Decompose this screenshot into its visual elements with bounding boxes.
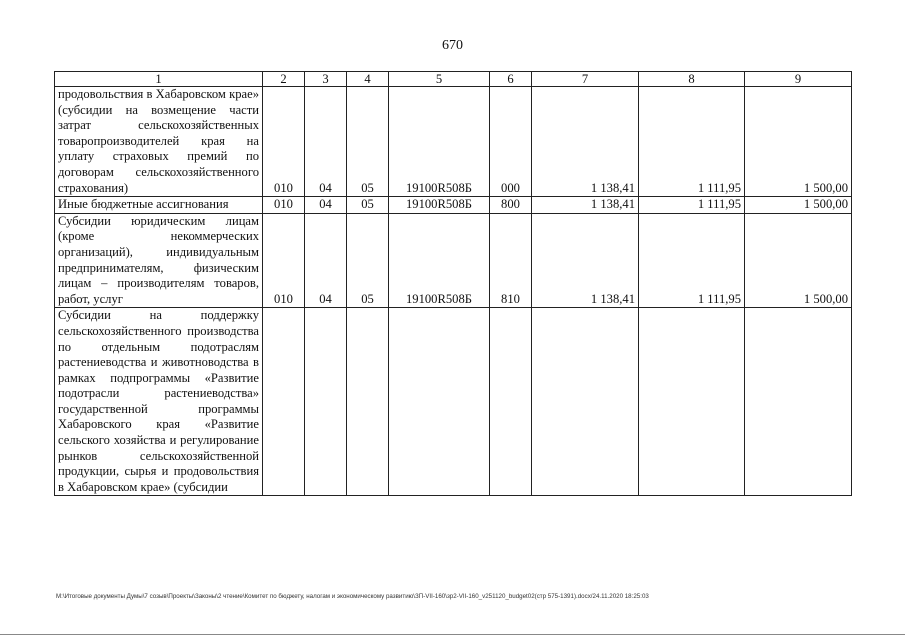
row-amount-1: 1 138,41 [532, 197, 639, 214]
row-name: Субсидии на поддержку сельскохозяйственного производства по отдельным подотраслям растениеводства и животноводства в рамках подпрограммы «Развитие подотрасли растениеводства» государственной программы Хабаровского края «Развитие сельского хозяйства и регулирование рынков сельскохозяйственной продукции, сырья и продовольствия в Хабаровском крае» (субсидии [55, 308, 263, 496]
row-amount-3: 1 500,00 [745, 197, 852, 214]
row-amount-2 [639, 308, 745, 496]
row-amount-2: 1 111,95 [639, 87, 745, 197]
row-code-subsection: 05 [347, 197, 389, 214]
row-amount-2: 1 111,95 [639, 213, 745, 308]
table-header [55, 72, 852, 87]
row-code-subsection [347, 308, 389, 496]
scan-edge-divider [0, 634, 905, 635]
header-col-8: 8 [639, 72, 745, 87]
row-code-ministry: 010 [263, 213, 305, 308]
page-number: 670 [442, 38, 463, 53]
table-row [55, 197, 852, 214]
table-row [55, 87, 852, 197]
file-path-footer: M:\Итоговые документы Думы\7 созыв\Проекты\Законы\2 чтение\Комитет по бюджету, налогам и экономическому развитию\ЗП-VII-160\зр2-VII-160_v251120_budget02(стр 575-1391).docx/24.11.2020 18:25:03 [56, 593, 649, 600]
row-amount-3: 1 500,00 [745, 87, 852, 197]
header-col-3: 3 [305, 72, 347, 87]
row-amount-1 [532, 308, 639, 496]
row-amount-3 [745, 308, 852, 496]
header-col-1: 1 [55, 72, 263, 87]
row-code-subsection: 05 [347, 87, 389, 197]
header-col-6: 6 [490, 72, 532, 87]
row-code-ministry [263, 308, 305, 496]
row-code-ministry: 010 [263, 197, 305, 214]
header-col-9: 9 [745, 72, 852, 87]
row-name: Иные бюджетные ассигнования [55, 197, 263, 214]
row-code-expense-type [490, 308, 532, 496]
row-code-target [389, 308, 490, 496]
row-amount-3: 1 500,00 [745, 213, 852, 308]
header-col-5: 5 [389, 72, 490, 87]
row-code-expense-type: 810 [490, 213, 532, 308]
row-code-target: 19100R508Б [389, 197, 490, 214]
row-name: Субсидии юридическим лицам (кроме некоммерческих организаций), индивидуальным предпринимателям, физическим лицам – производителям товаров, работ, услуг [55, 213, 263, 308]
table-row [55, 213, 852, 308]
row-code-section: 04 [305, 197, 347, 214]
row-code-ministry: 010 [263, 87, 305, 197]
row-name: продовольствия в Хабаровском крае» (субсидии на возмещение части затрат сельскохозяйственных товаропроизводителей края на уплату страховых премий по договорам сельскохозяйственного страхования) [55, 87, 263, 197]
row-amount-1: 1 138,41 [532, 213, 639, 308]
row-code-expense-type: 800 [490, 197, 532, 214]
row-code-section [305, 308, 347, 496]
row-code-subsection: 05 [347, 213, 389, 308]
budget-table [54, 71, 852, 496]
row-code-section: 04 [305, 213, 347, 308]
header-col-2: 2 [263, 72, 305, 87]
header-col-7: 7 [532, 72, 639, 87]
header-row [55, 72, 852, 87]
row-code-target: 19100R508Б [389, 87, 490, 197]
row-amount-1: 1 138,41 [532, 87, 639, 197]
row-code-target: 19100R508Б [389, 213, 490, 308]
row-amount-2: 1 111,95 [639, 197, 745, 214]
table-row [55, 308, 852, 496]
row-code-expense-type: 000 [490, 87, 532, 197]
row-code-section: 04 [305, 87, 347, 197]
header-col-4: 4 [347, 72, 389, 87]
